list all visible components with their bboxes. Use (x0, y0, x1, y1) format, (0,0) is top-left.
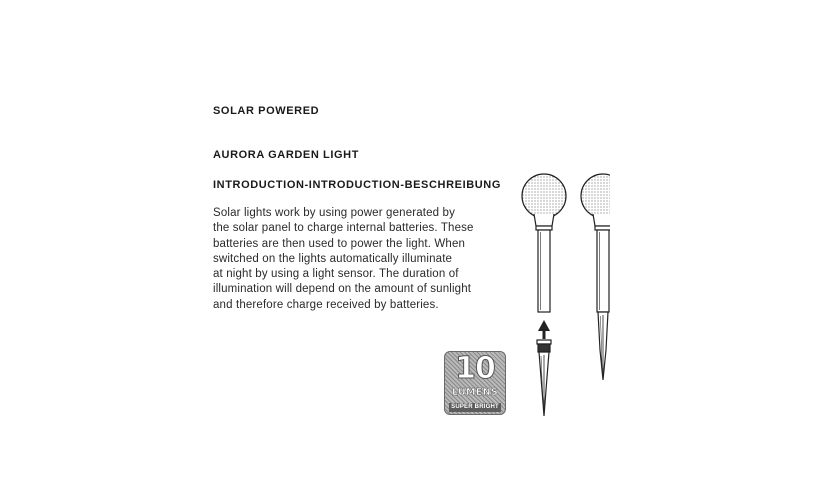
description-line: Solar lights work by using power generated by (213, 207, 455, 219)
description-paragraph (213, 206, 523, 313)
garden-light-illustration (510, 170, 610, 420)
category-heading: SOLAR POWERED (213, 105, 320, 117)
description-line: batteries are then used to power the light. When (213, 237, 466, 250)
description-line: the solar panel to charge internal batteries. These (213, 222, 474, 235)
lumens-unit: LUMENS (452, 387, 498, 398)
lumens-subtitle: SUPER BRIGHT (449, 403, 501, 412)
description-line: switched on the lights automatically illuminate (213, 252, 453, 265)
section-title: INTRODUCTION-INTRODUCTION-BESCHREIBUNG (213, 179, 502, 191)
description-line: and therefore charge received by batteries. (213, 298, 439, 311)
description-line: illumination will depend on the amount of sunlight (213, 283, 472, 296)
description-line: at night by using a light sensor. The duration of (213, 268, 459, 281)
up-arrow-icon (538, 320, 550, 339)
lumens-number: 10 (455, 351, 495, 386)
lumens-badge (444, 351, 506, 415)
garden-light-assembled-icon (581, 174, 610, 380)
product-name-heading: AURORA GARDEN LIGHT (213, 149, 360, 161)
garden-light-disassembled-icon (522, 174, 566, 416)
